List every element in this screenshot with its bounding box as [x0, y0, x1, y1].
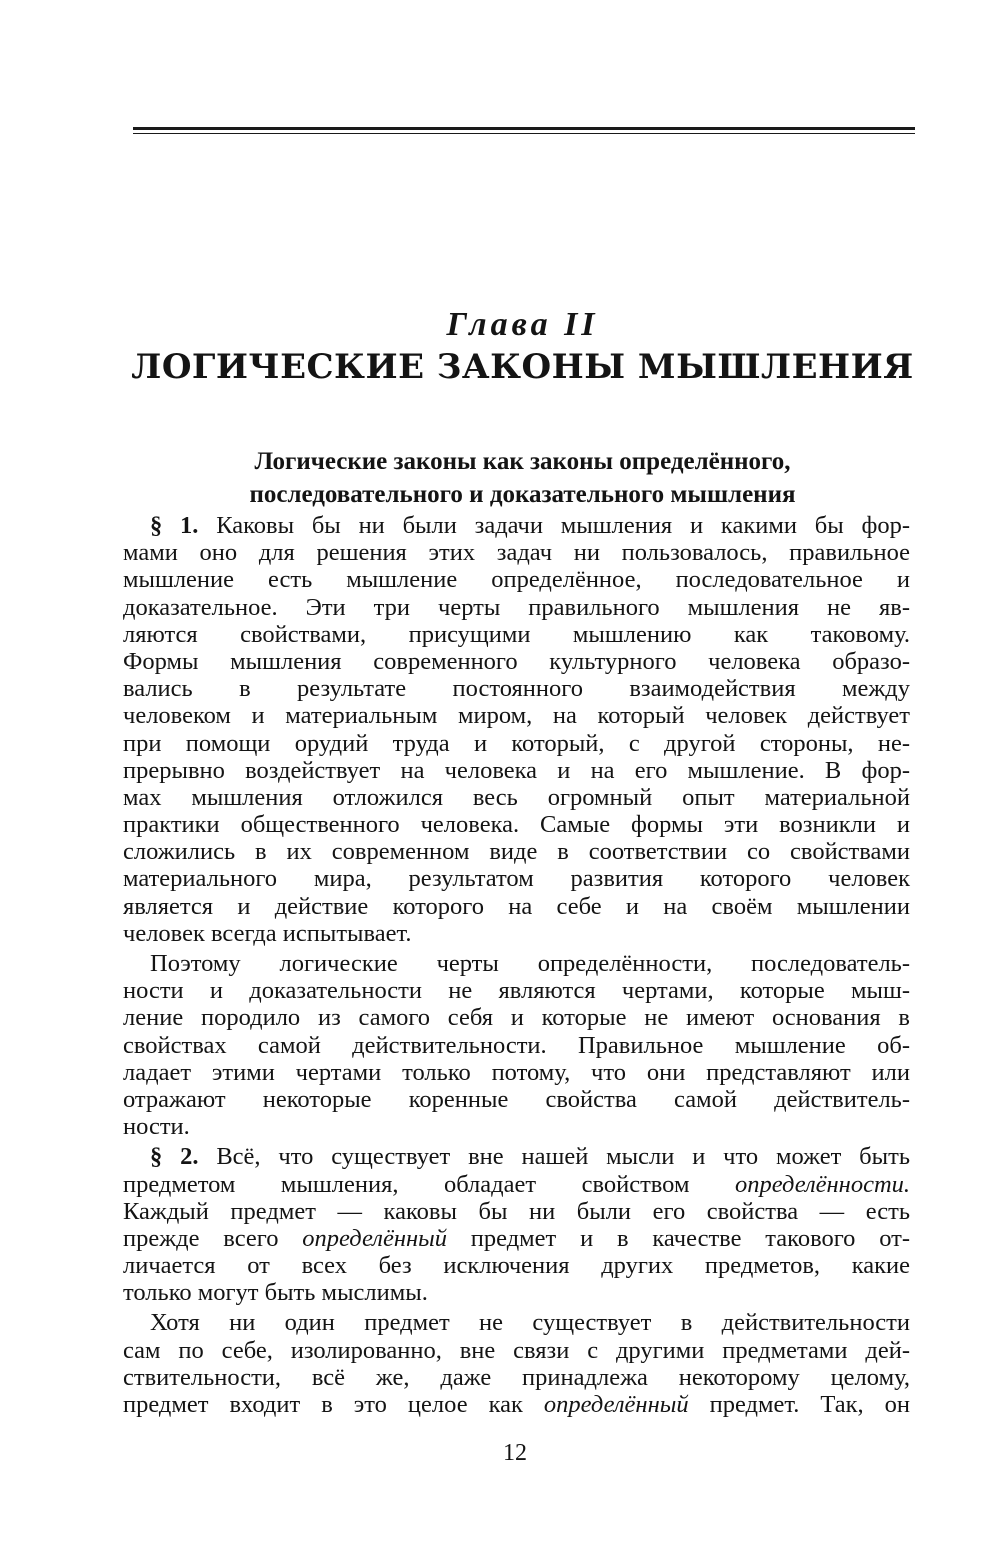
text-line: человеком и материальным миром, на который человек действует: [123, 702, 910, 730]
text-fragment: предмет входит в это целое как: [123, 1391, 523, 1418]
text-line: мышление есть мышление определённое, последовательное и: [123, 566, 910, 594]
text-line: личается от всех без исключения других предметов, какие: [123, 1252, 910, 1280]
text-line: является и действие которого на себе и на своём мышлении: [123, 892, 910, 920]
text-line: человек всегда испытывает.: [123, 919, 412, 947]
chapter-title: ЛОГИЧЕСКИЕ ЗАКОНЫ МЫШЛЕНИЯ: [131, 347, 914, 387]
paragraph-2: [123, 950, 910, 1140]
text-line: ляются свойствами, присущими мышлению как таковому.: [123, 620, 910, 648]
text-line: мах мышления отложился весь огромный опыт материальной: [123, 783, 910, 811]
text-line: ладает этими чертами только потому, что они представляют или: [123, 1058, 910, 1086]
text-line: [123, 512, 910, 539]
rule-thin: [133, 133, 915, 134]
text-fragment: предмет. Так, он: [709, 1391, 910, 1418]
emphasized-term: определённый: [543, 1391, 689, 1418]
text-line: ление породило из самого себя и которые не имеют основания в: [123, 1004, 910, 1032]
paragraph-4: [123, 1309, 910, 1418]
section-heading: [150, 445, 895, 511]
paragraph-1: [123, 512, 910, 947]
text-line: Формы мышления современного культурного человека образо-: [123, 647, 910, 675]
text-line: Каждый предмет — каковы бы ни были его свойства — есть: [123, 1197, 910, 1225]
text-line: свойствах самой действительности. Правильное мышление об-: [123, 1031, 910, 1059]
text-line: [123, 1225, 910, 1252]
section-heading-line-1: Логические законы как законы определённого,: [254, 448, 791, 475]
emphasized-term: определённый: [302, 1224, 447, 1252]
emphasized-term: определённости.: [734, 1170, 911, 1198]
text-line: прерывно воздействует на человека и на его мышление. В фор-: [123, 756, 910, 784]
text-line: сам по себе, изолированно, вне связи с другими предметами дей-: [123, 1336, 910, 1364]
text-line: ности.: [123, 1113, 190, 1141]
section-mark: § 2.: [150, 1143, 199, 1171]
text-line: [123, 1391, 910, 1418]
section-heading-line-2: последовательного и доказательного мышления: [249, 481, 796, 508]
body-text: [123, 512, 910, 1418]
text-line: вались в результате постоянного взаимодействия между: [123, 675, 910, 703]
page-number: 12: [503, 1440, 527, 1466]
paragraph-3: [123, 1143, 910, 1306]
text-fragment: Каковы бы ни были задачи мышления и какими бы фор-: [216, 512, 910, 539]
text-line: мами оно для решения этих задач ни пользовалось, правильное: [123, 539, 910, 567]
text-line: ствительности, всё же, даже принадлежа некоторому целому,: [123, 1363, 910, 1391]
rule-thick: [133, 127, 915, 130]
text-fragment: предмет и в качестве такового от-: [470, 1224, 911, 1252]
text-fragment: предметом мышления, обладает свойством: [123, 1170, 690, 1198]
text-line: при помощи орудий труда и который, с другой стороны, не-: [123, 729, 910, 757]
text-line: сложились в их современном виде в соответствии со свойствами: [123, 838, 910, 866]
chapter-label: Глава II: [446, 306, 599, 343]
text-line: Поэтому логические черты определённости, последователь-: [150, 950, 910, 977]
text-line: [123, 1171, 910, 1198]
text-line: ности и доказательности не являются чертами, которые мыш-: [123, 977, 910, 1005]
section-mark: § 1.: [150, 512, 199, 539]
text-fragment: Всё, что существует вне нашей мысли и что может быть: [216, 1143, 910, 1171]
text-fragment: прежде всего: [123, 1224, 279, 1252]
text-line: практики общественного человека. Самые формы эти возникли и: [123, 811, 910, 839]
text-line: [123, 1143, 910, 1170]
text-line: Хотя ни один предмет не существует в действительности: [150, 1309, 910, 1337]
text-line: отражают некоторые коренные свойства самой действитель-: [123, 1085, 910, 1113]
top-double-rule: [133, 127, 915, 137]
text-line: только могут быть мыслимы.: [123, 1279, 428, 1307]
text-line: доказательное. Эти три черты правильного мышления не яв-: [123, 593, 910, 621]
text-line: материального мира, результатом развития которого человек: [123, 865, 910, 893]
